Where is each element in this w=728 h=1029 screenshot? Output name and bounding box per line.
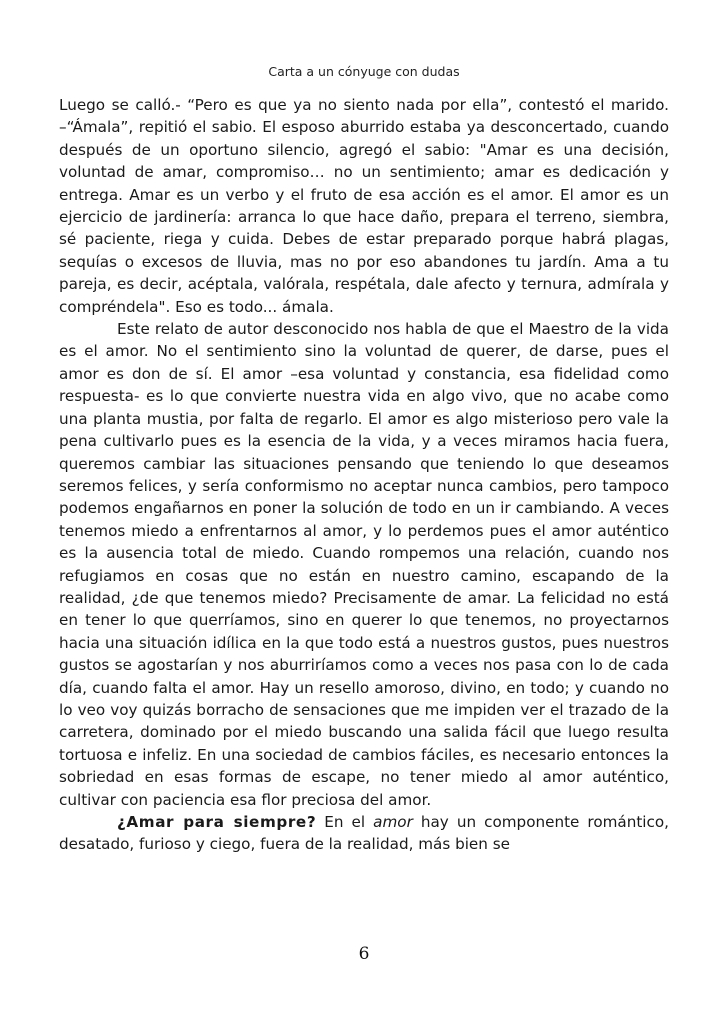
paragraph-2: Este relato de autor desconocido nos habla de que el Maestro de la vida es el amor. No el sentimiento sino la voluntad de querer, de darse, pues el amor es don de sí. El amor –esa voluntad y constancia, esa fidelidad como respuesta- es lo que convierte nuestra vida en algo vivo, que no acabe como una planta mustia, por falta de regarlo. El amor es algo misterioso pero vale la pena cultivarlo pues es la esencia de la vida, y a veces miramos hacia fuera, queremos cambiar las situaciones pensando que teniendo lo que deseamos seremos felices, y sería conformismo no aceptar nunca cambios, pero tampoco podemos engañarnos en poner la solución de todo en un ir cambiando. A veces tenemos miedo a enfrentarnos al amor, y lo perdemos pues el amor auténtico es la ausencia total de miedo. Cuando rompemos una relación, cuando nos refugiamos en cosas que no están en nuestro camino, escapando de la realidad, ¿de que tenemos miedo? Precisamente de amar. La felicidad no está en tener lo que querríamos, sino en querer lo que tenemos, no proyectarnos hacia una situación idílica en la que todo está a nuestros gustos, pues nuestros gustos se agostarían y nos aburriríamos como a veces nos pasa con lo de cada día, cuando falta el amor. Hay un resello amoroso, divino, en todo; y cuando no lo veo voy quizás borracho de sensaciones que me impiden ver el trazado de la carretera, dominado por el miedo buscando una salida fácil que luego resulta tortuosa e infeliz. En una sociedad de cambios fáciles, es necesario entonces la sobriedad en esas formas de escape, no tener miedo al amor auténtico, cultivar con paciencia esa flor preciosa del amor.: [59, 320, 669, 809]
paragraph-3: [59, 811, 669, 856]
paragraph-3-text-b: hay un componente romántico, desatado, furioso y ciego, fuera de la realidad, más bien se: [59, 813, 669, 854]
paragraph-1: Luego se calló.- “Pero es que ya no siento nada por ella”, contestó el marido. –“Ámala”, repitió el sabio. El esposo aburrido estaba ya desconcertado, cuando después de un oportuno silencio, agregó el sabio: "Amar es una decisión, voluntad de amar, compromiso… no un sentimiento; amar es dedicación y entrega. Amar es un verbo y el fruto de esa acción es el amor. El amor es un ejercicio de jardinería: arranca lo que hace daño, prepara el terreno, siembra, sé paciente, riega y cuida. Debes de estar preparado porque habrá plagas, sequías o excesos de lluvia, mas no por eso abandones tu jardín. Ama a tu pareja, es decir, acéptala, valórala, respétala, dale afecto y ternura, admírala y compréndela". Eso es todo... ámala.: [59, 96, 669, 316]
body-text: [59, 94, 669, 856]
page-number: 6: [358, 944, 370, 964]
section-heading: ¿Amar para siempre?: [117, 813, 317, 831]
paragraph-3-text-a: En el: [316, 813, 374, 831]
running-header: Carta a un cónyuge con dudas: [268, 64, 460, 79]
emphasis-word: amor: [373, 813, 413, 831]
